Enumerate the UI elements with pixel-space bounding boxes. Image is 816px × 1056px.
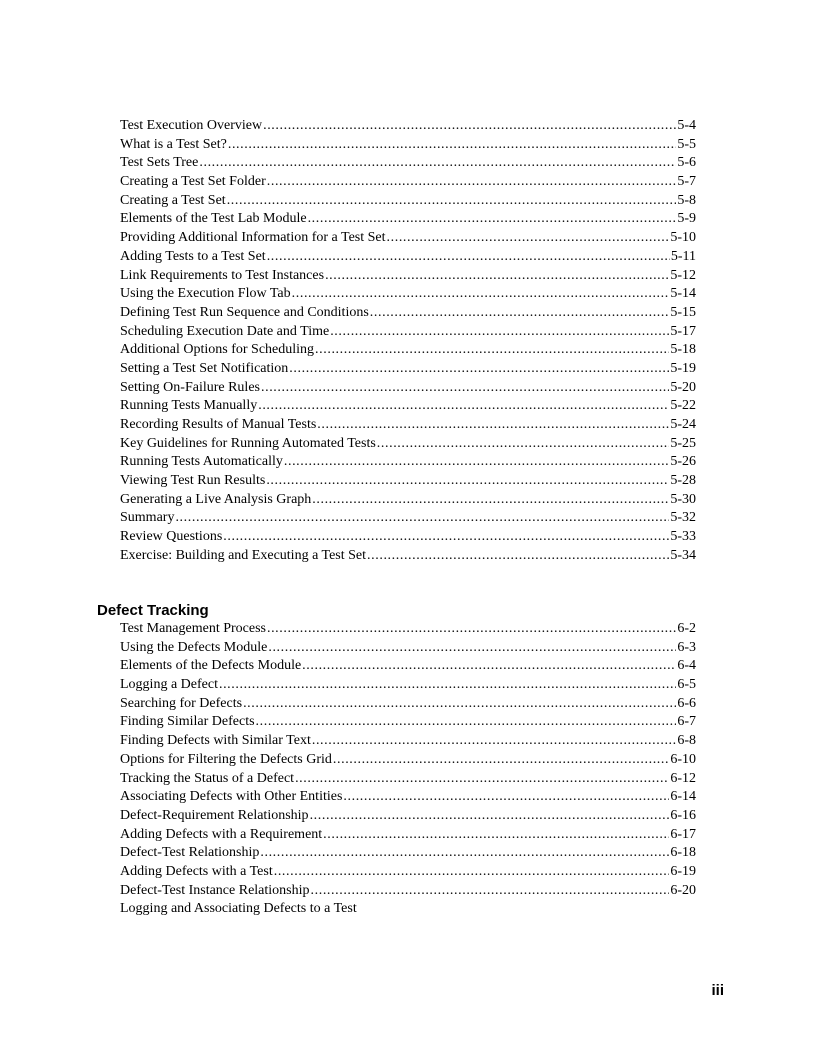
toc-entry-page: 6-4 <box>677 658 696 674</box>
toc-entry[interactable] <box>120 379 696 398</box>
dot-leader <box>302 657 676 676</box>
toc-entry-title: Defect-Test Instance Relationship <box>120 882 310 898</box>
dot-leader <box>260 844 669 863</box>
toc-entry-title: Creating a Test Set <box>120 192 226 208</box>
toc-entry[interactable] <box>120 173 696 192</box>
toc-entry[interactable] <box>120 453 696 472</box>
toc-entry[interactable] <box>120 509 696 528</box>
toc-entry[interactable] <box>120 547 696 566</box>
toc-entry-page: 6-6 <box>677 695 696 711</box>
toc-entry-title: Test Management Process <box>120 621 266 636</box>
toc-entry-title: Link Requirements to Test Instances <box>120 267 325 283</box>
toc-entry[interactable] <box>120 657 696 676</box>
toc-entry-page: 6-7 <box>677 714 696 730</box>
toc-entry[interactable] <box>120 117 696 136</box>
toc-entry[interactable] <box>120 210 696 229</box>
toc-entry[interactable] <box>120 285 696 304</box>
toc-entry-page: 6-18 <box>670 845 696 861</box>
toc-entry[interactable] <box>120 900 696 919</box>
dot-leader <box>295 770 669 789</box>
toc-entry-title: Setting On-Failure Rules <box>120 379 260 395</box>
toc-entry-title: Defect-Requirement Relationship <box>120 807 309 823</box>
toc-entry[interactable] <box>120 713 696 732</box>
toc-entry-page: 6-19 <box>670 863 696 879</box>
toc-entry-page: 5-10 <box>670 230 696 246</box>
dot-leader <box>325 267 669 286</box>
page-number: iii <box>711 982 724 999</box>
toc-entry[interactable] <box>120 154 696 173</box>
toc-entry[interactable] <box>120 341 696 360</box>
toc-entry-page: 6-5 <box>677 677 696 693</box>
toc-entry[interactable] <box>120 770 696 789</box>
toc-entry-title: Running Tests Manually <box>120 398 258 414</box>
toc-entry-title: Additional Options for Scheduling <box>120 342 315 358</box>
dot-leader <box>317 416 669 435</box>
toc-entry-page: 5-24 <box>670 417 696 432</box>
toc-entry-title: Setting a Test Set Notification <box>120 360 289 376</box>
dot-leader <box>370 304 670 323</box>
toc-entry[interactable] <box>120 844 696 863</box>
toc-entry[interactable] <box>120 491 696 510</box>
toc-entry-page: 5-14 <box>670 286 696 302</box>
dot-leader <box>310 807 670 826</box>
toc-entry[interactable] <box>120 248 696 267</box>
dot-leader <box>267 173 677 192</box>
toc-entry[interactable] <box>120 397 696 416</box>
toc-entry[interactable] <box>120 304 696 323</box>
toc-entry-title: Elements of the Defects Module <box>120 658 302 674</box>
dot-leader <box>311 882 670 901</box>
toc-entry-page: 5-18 <box>670 342 696 358</box>
toc-entry-page: 5-30 <box>670 491 696 507</box>
toc-entry-page: 5-9 <box>677 211 696 227</box>
toc-entry-title: Defect-Test Relationship <box>120 845 260 861</box>
dot-leader <box>268 639 676 658</box>
toc-entry-page: 5-8 <box>677 192 696 208</box>
dot-leader <box>199 154 676 173</box>
toc-entry-title: Adding Defects with a Test <box>120 863 273 879</box>
dot-leader <box>227 192 677 211</box>
toc-entry[interactable] <box>120 639 696 658</box>
toc-entry-title: Test Sets Tree <box>120 155 199 171</box>
toc-entry-title: Tracking the Status of a Defect <box>120 770 295 786</box>
toc-entry-page: 5-26 <box>670 454 696 470</box>
toc-entry-title: Finding Similar Defects <box>120 714 255 730</box>
toc-entry[interactable] <box>120 267 696 286</box>
toc-entry[interactable] <box>120 807 696 826</box>
dot-leader <box>223 528 669 547</box>
toc-entry-title: Adding Defects with a Requirement <box>120 826 323 842</box>
toc-entry-page: 5-22 <box>670 398 696 414</box>
toc-entry-page: 5-28 <box>670 473 696 489</box>
toc-entry[interactable] <box>120 416 696 435</box>
toc-entry-title: Exercise: Building and Executing a Test Set <box>120 547 367 563</box>
toc-entry[interactable] <box>120 751 696 770</box>
toc-entry-page: 5-17 <box>670 323 696 339</box>
dot-leader <box>312 491 669 510</box>
dot-leader <box>323 826 669 845</box>
toc-entry[interactable] <box>120 676 696 695</box>
toc-entry[interactable] <box>120 620 696 639</box>
toc-entry[interactable] <box>120 882 696 901</box>
toc-entry-page: 6-14 <box>670 789 696 805</box>
toc-entry-page: 5-5 <box>677 136 696 152</box>
dot-leader <box>261 379 669 398</box>
toc-entry-title: Summary <box>120 510 175 526</box>
dot-leader <box>267 248 670 267</box>
toc-entry[interactable] <box>120 435 696 454</box>
toc-entry-page: 6-20 <box>670 882 696 898</box>
toc-entry[interactable] <box>120 192 696 211</box>
toc-entry-page: 5-4 <box>677 118 696 133</box>
toc-entry[interactable] <box>120 732 696 751</box>
dot-leader <box>228 136 676 155</box>
dot-leader <box>267 620 676 639</box>
toc-entry-page: 5-25 <box>670 435 696 451</box>
toc-entry-page: 6-3 <box>677 639 696 655</box>
toc-entry[interactable] <box>120 229 696 248</box>
dot-leader <box>263 117 676 136</box>
toc-entry-page: 6-10 <box>670 751 696 767</box>
toc-entry-title: Recording Results of Manual Tests <box>120 417 317 432</box>
toc-entry-title: Elements of the Test Lab Module <box>120 211 307 227</box>
toc-entry-page: 5-6 <box>677 155 696 171</box>
dot-leader <box>256 713 677 732</box>
toc-entry-page: 5-34 <box>670 547 696 563</box>
toc-entry-page: 5-19 <box>670 360 696 376</box>
section-heading: Defect Tracking <box>97 602 209 619</box>
toc-entry-page: 5-12 <box>670 267 696 283</box>
toc-entry-title: What is a Test Set? <box>120 136 227 152</box>
dot-leader <box>377 435 670 454</box>
toc-section-test-lab <box>0 117 816 566</box>
dot-leader <box>367 547 669 566</box>
toc-entry-title: Using the Defects Module <box>120 639 268 655</box>
toc-entry-page: 5-15 <box>670 304 696 320</box>
toc-entry[interactable] <box>120 136 696 155</box>
toc-entry-page: 5-7 <box>677 174 696 190</box>
toc-entry-title: Creating a Test Set Folder <box>120 174 266 190</box>
dot-leader <box>175 509 669 528</box>
dot-leader <box>274 863 670 882</box>
toc-entry-page: 5-32 <box>670 510 696 526</box>
dot-leader <box>387 229 670 248</box>
dot-leader <box>308 210 677 229</box>
dot-leader <box>343 788 669 807</box>
toc-entry-title: Options for Filtering the Defects Grid <box>120 751 332 767</box>
toc-entry-title: Finding Defects with Similar Text <box>120 733 311 749</box>
toc-entry[interactable] <box>120 788 696 807</box>
toc-entry-title: Associating Defects with Other Entities <box>120 789 343 805</box>
toc-entry[interactable] <box>120 323 696 342</box>
dot-leader <box>333 751 669 770</box>
toc-entry-title: Searching for Defects <box>120 695 243 711</box>
toc-entry-title: Running Tests Automatically <box>120 454 283 470</box>
toc-entry[interactable] <box>120 360 696 379</box>
toc-entry-page: 5-20 <box>670 379 696 395</box>
toc-entry-title: Logging and Associating Defects to a Test <box>120 901 357 917</box>
toc-entry-title: Viewing Test Run Results <box>120 473 266 489</box>
toc-entry-title: Using the Execution Flow Tab <box>120 286 291 302</box>
toc-entry[interactable] <box>120 695 696 714</box>
dot-leader <box>315 341 669 360</box>
toc-entry-title: Logging a Defect <box>120 677 218 693</box>
toc-entry-title: Test Execution Overview <box>120 118 263 133</box>
toc-entry-page: 6-2 <box>677 621 696 636</box>
toc-list <box>0 620 816 919</box>
toc-entry-title: Review Questions <box>120 529 223 545</box>
dot-leader <box>243 695 676 714</box>
toc-entry-page: 6-17 <box>670 826 696 842</box>
toc-section-defect-tracking <box>0 601 816 919</box>
dot-leader <box>292 285 670 304</box>
toc-entry-title: Defining Test Run Sequence and Conditions <box>120 304 369 320</box>
dot-leader <box>266 472 669 491</box>
dot-leader <box>312 732 676 751</box>
dot-leader <box>330 323 669 342</box>
toc-entry-title: Adding Tests to a Test Set <box>120 248 266 264</box>
dot-leader <box>289 360 669 379</box>
toc-entry-title: Generating a Live Analysis Graph <box>120 491 312 507</box>
toc-entry-page: 6-16 <box>670 807 696 823</box>
toc-entry-title: Key Guidelines for Running Automated Tests <box>120 435 376 451</box>
toc-entry-page: 6-12 <box>670 770 696 786</box>
toc-entry-page: 5-33 <box>670 529 696 545</box>
toc-entry[interactable] <box>120 528 696 547</box>
toc-entry[interactable] <box>120 826 696 845</box>
toc-entry-title: Providing Additional Information for a Test Set <box>120 230 386 246</box>
toc-list <box>0 117 816 566</box>
dot-leader <box>219 676 676 695</box>
toc-entry-title: Scheduling Execution Date and Time <box>120 323 330 339</box>
dot-leader <box>284 453 669 472</box>
dot-leader <box>258 397 669 416</box>
toc-entry[interactable] <box>120 863 696 882</box>
toc-entry-page: 6-8 <box>677 733 696 749</box>
toc-entry[interactable] <box>120 472 696 491</box>
toc-entry-page: 5-11 <box>670 248 696 264</box>
